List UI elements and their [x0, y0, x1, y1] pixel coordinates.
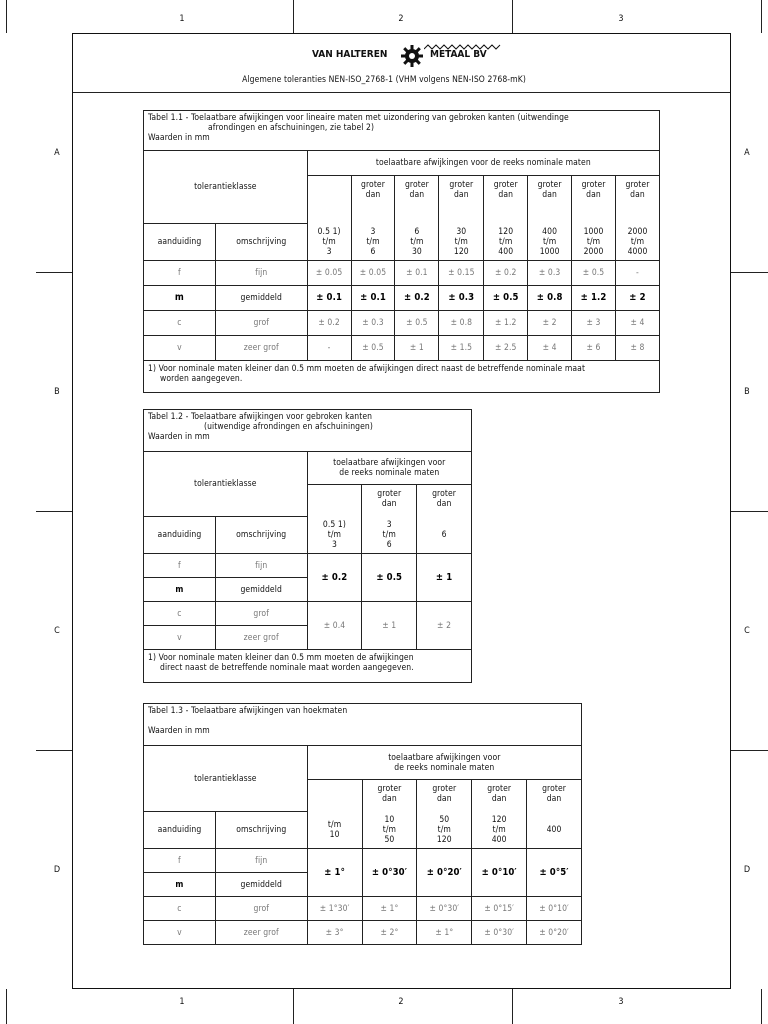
range-column-qualifier: groter dan [362, 780, 417, 812]
zone-divider [293, 989, 294, 1024]
class-description: gemiddeld [215, 873, 307, 897]
tolerance-value: ± 1.2 [572, 286, 616, 311]
corner-mark [761, 989, 762, 1024]
tolerance-value: ± 0.5 [484, 286, 528, 311]
caption-line: Tabel 1.3 - Toelaatbare afwijkingen van hoekmaten [148, 706, 348, 716]
class-description: fijn [215, 849, 307, 873]
range-column-bounds: 2000 t/m 4000 [615, 224, 659, 261]
tolerance-value: ± 0.1 [395, 261, 439, 286]
class-code: c [144, 897, 216, 921]
table-footnote [144, 650, 472, 683]
range-column-bounds: 30 t/m 120 [439, 224, 484, 261]
tolerance-value: ± 0.4 [307, 602, 362, 650]
class-code: f [144, 849, 216, 873]
column-header: omschrijving [215, 812, 307, 849]
tolerance-value: ± 4 [528, 336, 572, 361]
tolerance-value: ± 0.3 [439, 286, 484, 311]
footnote-line: 1) Voor nominale maten kleiner dan 0.5 mm moeten de afwijkingen direct naast de betreffende nominale maat [148, 364, 586, 374]
class-header: tolerantieklasse [144, 452, 308, 517]
footnote-line: direct naast de betreffende nominale maat worden aangegeven. [160, 663, 414, 673]
tolerance-value: ± 1°30′ [307, 897, 362, 921]
range-column-qualifier [307, 485, 362, 517]
tolerance-value: ± 2.5 [484, 336, 528, 361]
tolerance-value: ± 3 [572, 311, 616, 336]
range-column-qualifier: groter dan [417, 780, 472, 812]
range-column-bounds: 6 [417, 517, 472, 554]
tolerance-value: ± 0.2 [307, 311, 351, 336]
range-column-bounds: 1000 t/m 2000 [572, 224, 616, 261]
table-caption [144, 704, 582, 746]
class-code: f [144, 554, 216, 578]
tolerance-value: ± 1 [362, 602, 417, 650]
class-description: zeer grof [215, 626, 307, 650]
tolerance-value: ± 0°20′ [527, 921, 582, 945]
range-column-qualifier: groter dan [439, 176, 484, 224]
tolerance-value: ± 0°10′ [472, 849, 527, 897]
tolerance-value: ± 0.3 [351, 311, 395, 336]
tolerance-value: ± 0.15 [439, 261, 484, 286]
tolerance-value: ± 1° [307, 849, 362, 897]
tolerance-value: ± 0.3 [528, 261, 572, 286]
caption-line: (uitwendige afrondingen en afschuiningen) [204, 422, 373, 432]
class-description: fijn [215, 261, 307, 286]
tolerance-table-broken-edges [143, 409, 472, 683]
table-caption [144, 410, 472, 452]
zone-col-2-bottom: 2 [398, 997, 404, 1007]
tolerance-value: ± 0.5 [395, 311, 439, 336]
company-name-right: METAAL BV [430, 49, 487, 60]
zone-divider [36, 511, 72, 512]
zone-divider [293, 0, 294, 33]
zone-row-b-right: B [744, 387, 750, 397]
range-column-bounds: 10 t/m 50 [362, 812, 417, 849]
class-description: gemiddeld [215, 578, 307, 602]
range-column-qualifier: groter dan [472, 780, 527, 812]
tolerance-value: ± 0°15′ [472, 897, 527, 921]
tolerance-value: ± 0.8 [439, 311, 484, 336]
range-column-qualifier: groter dan [527, 780, 582, 812]
footnote-line: 1) Voor nominale maten kleiner dan 0.5 mm moeten de afwijkingen [148, 653, 414, 663]
corner-mark [761, 0, 762, 33]
document-subtitle: Algemene toleranties NEN-ISO_2768-1 (VHM volgens NEN-ISO 2768-mK) [242, 75, 526, 85]
tolerance-value: ± 1° [417, 921, 472, 945]
range-column-bounds: 120 t/m 400 [484, 224, 528, 261]
tolerance-table-angular [143, 703, 582, 945]
range-header: toelaatbare afwijkingen voor de reeks nominale maten [307, 452, 471, 485]
tolerance-value: ± 0.8 [528, 286, 572, 311]
tolerance-value: ± 1.5 [439, 336, 484, 361]
caption-line: Tabel 1.1 - Toelaatbare afwijkingen voor lineaire maten met uizondering van gebroken kanten (uitwendinge [148, 113, 569, 123]
tolerance-value: - [307, 336, 351, 361]
tolerance-value: ± 0°30′ [472, 921, 527, 945]
range-column-qualifier [307, 176, 351, 224]
caption-line: Waarden in mm [148, 726, 210, 736]
zone-col-2-top: 2 [398, 14, 404, 24]
class-description: grof [215, 311, 307, 336]
tolerance-value: ± 0°30′ [417, 897, 472, 921]
tolerance-value: ± 0.05 [351, 261, 395, 286]
tolerance-value: ± 1 [417, 554, 472, 602]
zone-row-a-right: A [744, 148, 750, 158]
zone-row-b-left: B [54, 387, 60, 397]
class-code: c [144, 602, 216, 626]
zone-divider [731, 750, 768, 751]
range-column-bounds: 3 t/m 6 [351, 224, 395, 261]
tolerance-value: ± 2 [615, 286, 659, 311]
range-column-bounds: 0.5 1) t/m 3 [307, 224, 351, 261]
zone-row-c-right: C [744, 626, 750, 636]
tolerance-value: ± 4 [615, 311, 659, 336]
class-description: fijn [215, 554, 307, 578]
range-column-qualifier: groter dan [362, 485, 417, 517]
tolerance-value: ± 0.1 [307, 286, 351, 311]
class-header: tolerantieklasse [144, 746, 308, 812]
zone-row-d-left: D [53, 865, 61, 875]
company-logo [310, 44, 500, 68]
range-column-qualifier: groter dan [351, 176, 395, 224]
range-column-qualifier: groter dan [615, 176, 659, 224]
tolerance-value: ± 1 [395, 336, 439, 361]
class-code: c [144, 311, 216, 336]
class-description: grof [215, 897, 307, 921]
range-header: toelaatbare afwijkingen voor de reeks nominale maten [307, 151, 659, 176]
class-code: m [144, 873, 216, 897]
range-column-bounds: 0.5 1) t/m 3 [307, 517, 362, 554]
tolerance-value: ± 0.05 [307, 261, 351, 286]
table-caption [144, 111, 660, 151]
tolerance-value: ± 0.1 [351, 286, 395, 311]
range-column-qualifier: groter dan [484, 176, 528, 224]
tolerance-value: ± 0°5′ [527, 849, 582, 897]
tolerance-table-linear [143, 110, 660, 393]
class-code: v [144, 336, 216, 361]
tolerance-value: ± 2° [362, 921, 417, 945]
column-header: omschrijving [215, 517, 307, 554]
tolerance-value: ± 0°30′ [362, 849, 417, 897]
class-header: tolerantieklasse [144, 151, 308, 224]
tolerance-value: ± 0.5 [572, 261, 616, 286]
zone-row-d-right: D [743, 865, 751, 875]
tolerance-value: ± 0.2 [484, 261, 528, 286]
tolerance-value: ± 2 [528, 311, 572, 336]
tolerance-value: ± 1° [362, 897, 417, 921]
range-column-bounds: 120 t/m 400 [472, 812, 527, 849]
tolerance-value: ± 8 [615, 336, 659, 361]
range-column-bounds: 50 t/m 120 [417, 812, 472, 849]
tolerance-value: ± 2 [417, 602, 472, 650]
tolerance-value: ± 0.2 [395, 286, 439, 311]
tolerance-value: ± 1.2 [484, 311, 528, 336]
class-code: f [144, 261, 216, 286]
range-column-qualifier [307, 780, 362, 812]
class-code: v [144, 921, 216, 945]
tolerance-value: ± 0°20′ [417, 849, 472, 897]
zone-col-3-top: 3 [618, 14, 624, 24]
range-column-qualifier: groter dan [528, 176, 572, 224]
footnote-line: worden aangegeven. [160, 374, 243, 384]
tolerance-value: ± 6 [572, 336, 616, 361]
class-description: grof [215, 602, 307, 626]
class-description: gemiddeld [215, 286, 307, 311]
gear-icon [400, 44, 424, 68]
zone-row-c-left: C [54, 626, 60, 636]
range-header: toelaatbare afwijkingen voor de reeks nominale maten [307, 746, 581, 780]
company-name-left: VAN HALTEREN [312, 49, 388, 60]
range-column-bounds: 400 t/m 1000 [528, 224, 572, 261]
column-header: omschrijving [215, 224, 307, 261]
caption-line: afrondingen en afschuiningen, zie tabel 2) [208, 123, 375, 133]
tolerance-value: ± 3° [307, 921, 362, 945]
range-column-qualifier: groter dan [395, 176, 439, 224]
zone-col-3-bottom: 3 [618, 997, 624, 1007]
caption-line: Waarden in mm [148, 133, 210, 143]
column-header: aanduiding [144, 224, 216, 261]
column-header: aanduiding [144, 812, 216, 849]
zone-divider [731, 272, 768, 273]
zone-col-1-bottom: 1 [179, 997, 185, 1007]
zone-divider [731, 511, 768, 512]
zone-divider [512, 989, 513, 1024]
zone-divider [36, 272, 72, 273]
range-column-bounds: 6 t/m 30 [395, 224, 439, 261]
range-column-bounds: t/m 10 [307, 812, 362, 849]
tolerance-value: ± 0.2 [307, 554, 362, 602]
corner-mark [6, 0, 7, 33]
zone-divider [512, 0, 513, 33]
zone-col-1-top: 1 [179, 14, 185, 24]
zone-row-a-left: A [54, 148, 60, 158]
class-description: zeer grof [215, 921, 307, 945]
class-code: m [144, 578, 216, 602]
class-description: zeer grof [215, 336, 307, 361]
tolerance-value: ± 0°10′ [527, 897, 582, 921]
range-column-qualifier: groter dan [417, 485, 472, 517]
table-footnote [144, 361, 660, 393]
tolerance-value: - [615, 261, 659, 286]
range-column-bounds: 400 [527, 812, 582, 849]
range-column-bounds: 3 t/m 6 [362, 517, 417, 554]
column-header: aanduiding [144, 517, 216, 554]
tolerance-value: ± 0.5 [362, 554, 417, 602]
header-divider [73, 92, 730, 93]
class-code: v [144, 626, 216, 650]
zone-divider [36, 750, 72, 751]
tolerance-value: ± 0.5 [351, 336, 395, 361]
caption-line: Waarden in mm [148, 432, 210, 442]
caption-line: Tabel 1.2 - Toelaatbare afwijkingen voor gebroken kanten [148, 412, 373, 422]
corner-mark [6, 989, 7, 1024]
class-code: m [144, 286, 216, 311]
range-column-qualifier: groter dan [572, 176, 616, 224]
